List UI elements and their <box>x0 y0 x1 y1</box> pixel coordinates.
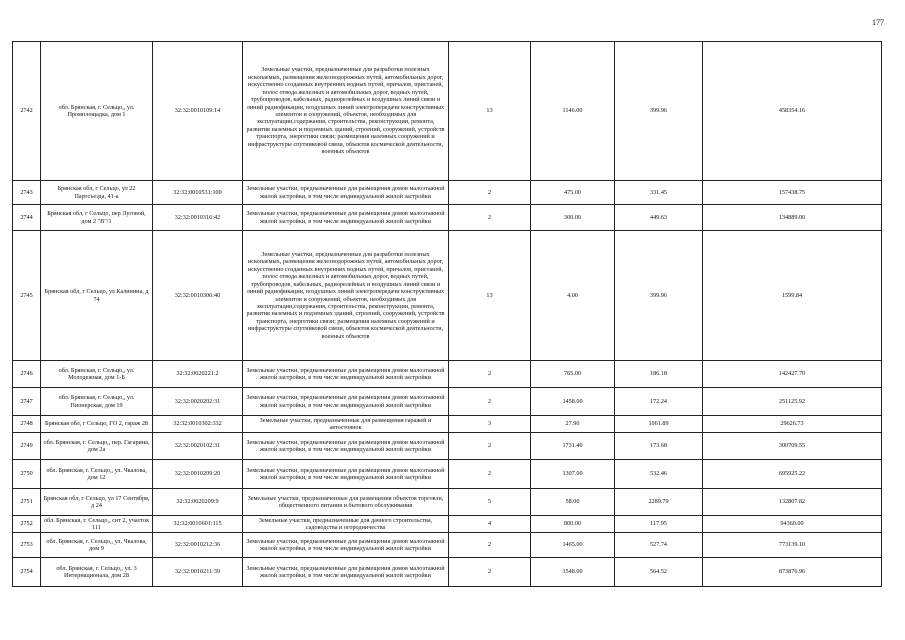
use-group-cell: 2 <box>449 388 531 416</box>
use-group-cell: 4 <box>449 516 531 533</box>
area-cell: 1465.00 <box>531 533 615 558</box>
row-number: 2742 <box>13 42 41 181</box>
cadastral-number-cell: 32:32:0010212:36 <box>153 533 243 558</box>
land-use-cell: Земельные участки, предназначенные для размещения домов малоэтажной жилой застройки, в том числе индивидуальной жилой застройки <box>243 181 449 205</box>
cadastral-value-cell: 773139.10 <box>703 533 882 558</box>
table-row <box>13 205 882 231</box>
land-use-cell: Земельные участки, предназначенные для размещения домов малоэтажной жилой застройки, в том числе индивидуальной жилой застройки <box>243 558 449 587</box>
address-cell: Брянская обл, г Сельцо, ул Калинина, д 74 <box>41 231 153 361</box>
row-number: 2744 <box>13 205 41 231</box>
cadastral-value-cell: 251125.92 <box>703 388 882 416</box>
area-cell: 27.90 <box>531 416 615 433</box>
address-cell: обл. Брянская, г. Сельцо,, ул. Молодежная, дом 1-Б <box>41 361 153 388</box>
cadastral-number-cell: 32:32:0020102:31 <box>153 433 243 460</box>
table-row <box>13 516 882 533</box>
row-number: 2750 <box>13 460 41 489</box>
table-row <box>13 181 882 205</box>
row-number: 2749 <box>13 433 41 460</box>
cadastral-value-cell: 134889.00 <box>703 205 882 231</box>
cadastral-number-cell: 32:32:0020209:9 <box>153 489 243 516</box>
cadastral-value-cell: 1599.84 <box>703 231 882 361</box>
table-row <box>13 433 882 460</box>
page-number: 177 <box>872 18 884 27</box>
row-number: 2743 <box>13 181 41 205</box>
cadastral-value-cell: 458354.16 <box>703 42 882 181</box>
specific-value-cell: 172.24 <box>615 388 703 416</box>
specific-value-cell: 399.96 <box>615 42 703 181</box>
specific-value-cell: 527.74 <box>615 533 703 558</box>
area-cell: 300.00 <box>531 205 615 231</box>
cadastral-number-cell: 32:32:0010531:100 <box>153 181 243 205</box>
use-group-cell: 2 <box>449 533 531 558</box>
area-cell: 800.00 <box>531 516 615 533</box>
cadastral-number-cell: 32:32:0010316:42 <box>153 205 243 231</box>
area-cell: 475.00 <box>531 181 615 205</box>
specific-value-cell: 173.68 <box>615 433 703 460</box>
cadastral-number-cell: 32:32:0010211:39 <box>153 558 243 587</box>
cadastral-value-cell: 29626.73 <box>703 416 882 433</box>
specific-value-cell: 1061.89 <box>615 416 703 433</box>
area-cell: 58.00 <box>531 489 615 516</box>
use-group-cell: 3 <box>449 416 531 433</box>
area-cell: 765.00 <box>531 361 615 388</box>
cadastral-number-cell: 32:32:0010601:115 <box>153 516 243 533</box>
use-group-cell: 2 <box>449 181 531 205</box>
row-number: 2745 <box>13 231 41 361</box>
row-number: 2747 <box>13 388 41 416</box>
specific-value-cell: 186.18 <box>615 361 703 388</box>
land-use-cell: Земельные участки, предназначенные для разработки полезных ископаемых, размещения железнодорожных путей, автомобильных дорог, искусственно созданных внутренних водных путей, причалов, пристаней, полос отвода железных и автомобильных дорог, водных путей, трубопроводов, кабельных, радиорелейных и воздушных линий связи и линий радиофикации, воздушных линий электропередачи конструктивных элементов и сооружений, объектов, необходимых для эксплуатации,содержания, строительства, реконструкции, ремонта, развития наземных и подземных зданий, строений, сооружений, устройств транспорта, энергетики связи; размещения наземных сооружений и инфраструктуры спутниковой связи, объектов космической деятельности, военных объектов <box>243 42 449 181</box>
area-cell: 1458.00 <box>531 388 615 416</box>
address-cell: Брянская обл, г Сельцо, ГО 2, гараж 28 <box>41 416 153 433</box>
table-body <box>13 42 882 587</box>
cadastral-value-cell: 873876.96 <box>703 558 882 587</box>
land-use-cell: Земельные участки, предназначенные для размещения домов малоэтажной жилой застройки, в том числе индивидуальной жилой застройки <box>243 205 449 231</box>
row-number: 2746 <box>13 361 41 388</box>
area-cell: 1548.00 <box>531 558 615 587</box>
table-row <box>13 489 882 516</box>
cadastral-number-cell: 32:32:0010302:332 <box>153 416 243 433</box>
address-cell: обл. Брянская, г. Сельцо,, пер. Гагарина, дом 2а <box>41 433 153 460</box>
cadastral-value-cell: 142427.70 <box>703 361 882 388</box>
land-use-cell: Земельные участки, предназначенные для размещения домов малоэтажной жилой застройки, в том числе индивидуальной жилой застройки <box>243 533 449 558</box>
specific-value-cell: 532.46 <box>615 460 703 489</box>
table-row <box>13 460 882 489</box>
table-row <box>13 361 882 388</box>
row-number: 2754 <box>13 558 41 587</box>
address-cell: обл. Брянская, г. Сельцо,, ул. Чкалова, дом 12 <box>41 460 153 489</box>
use-group-cell: 2 <box>449 361 531 388</box>
land-register-table <box>12 41 882 587</box>
specific-value-cell: 117.95 <box>615 516 703 533</box>
land-use-cell: Земельные участки, предназначенные для дачного строительства, садоводства и огородничества <box>243 516 449 533</box>
address-cell: обл. Брянская, г. Сельцо,, ул. Чкалова, дом 9 <box>41 533 153 558</box>
specific-value-cell: 399.96 <box>615 231 703 361</box>
cadastral-value-cell: 157438.75 <box>703 181 882 205</box>
use-group-cell: 5 <box>449 489 531 516</box>
table-row <box>13 558 882 587</box>
table-row <box>13 231 882 361</box>
land-use-cell: Земельные участки, предназначенные для размещения домов малоэтажной жилой застройки, в том числе индивидуальной жилой застройки <box>243 361 449 388</box>
area-cell: 1146.00 <box>531 42 615 181</box>
cadastral-value-cell: 695925.22 <box>703 460 882 489</box>
row-number: 2752 <box>13 516 41 533</box>
table-row <box>13 388 882 416</box>
address-cell: обл. Брянская, г. Сельцо,, ул. Пионерская, дом 19 <box>41 388 153 416</box>
cadastral-value-cell: 94360.00 <box>703 516 882 533</box>
cadastral-number-cell: 32:32:0020202:31 <box>153 388 243 416</box>
table-row <box>13 42 882 181</box>
address-cell: Брянская обл, г Сельцо, ул 22 Партсъезда, 41-а <box>41 181 153 205</box>
address-cell: обл. Брянская, г. Сельцо,, ул. 3 Интернационала, дом 28 <box>41 558 153 587</box>
land-use-cell: Земельные участки, предназначенные для размещения домов малоэтажной жилой застройки, в том числе индивидуальной жилой застройки <box>243 460 449 489</box>
cadastral-value-cell: 300709.55 <box>703 433 882 460</box>
area-cell: 4.00 <box>531 231 615 361</box>
use-group-cell: 2 <box>449 460 531 489</box>
specific-value-cell: 449.63 <box>615 205 703 231</box>
table-row <box>13 533 882 558</box>
cadastral-number-cell: 32:32:0010306:40 <box>153 231 243 361</box>
land-use-cell: Земельные участки, предназначенные для размещения домов малоэтажной жилой застройки, в том числе индивидуальной жилой застройки <box>243 388 449 416</box>
cadastral-value-cell: 132807.82 <box>703 489 882 516</box>
address-cell: обл. Брянская, г. Сельцо,, ул. Промплощадка, дом 1 <box>41 42 153 181</box>
land-use-cell: Земельные участки, предназначенные для размещения гаражей и автостоянок <box>243 416 449 433</box>
use-group-cell: 13 <box>449 231 531 361</box>
land-use-cell: Земельные участки, предназначенные для размещения домов малоэтажной жилой застройки, в том числе индивидуальной жилой застройки <box>243 433 449 460</box>
address-cell: Брянская обл, г Сельцо, пер Луговой, дом 2 "В"/1 <box>41 205 153 231</box>
row-number: 2753 <box>13 533 41 558</box>
row-number: 2751 <box>13 489 41 516</box>
land-use-cell: Земельные участки, предназначенные для размещения объектов торговли, общественного питания и бытового обслуживания <box>243 489 449 516</box>
land-use-cell: Земельные участки, предназначенные для разработки полезных ископаемых, размещения железнодорожных путей, автомобильных дорог, искусственно созданных внутренних водных путей, причалов, пристаней, полос отвода железных и автомобильных дорог, водных путей, трубопроводов, кабельных, радиорелейных и воздушных линий связи и линий радиофикации, воздушных линий электропередачи конструктивных элементов и сооружений, объектов, необходимых для эксплуатации,содержания, строительства, реконструкции, ремонта, развития наземных и подземных зданий, строений, сооружений, устройств транспорта, энергетики связи; размещения наземных сооружений и инфраструктуры спутниковой связи, объектов космической деятельности, военных объектов <box>243 231 449 361</box>
row-number: 2748 <box>13 416 41 433</box>
cadastral-number-cell: 32:32:0020221:2 <box>153 361 243 388</box>
use-group-cell: 13 <box>449 42 531 181</box>
use-group-cell: 2 <box>449 205 531 231</box>
address-cell: обл. Брянская, г. Сельцо,, снт 2, участок 111 <box>41 516 153 533</box>
specific-value-cell: 331.45 <box>615 181 703 205</box>
use-group-cell: 2 <box>449 433 531 460</box>
cadastral-number-cell: 32:32:0010209:20 <box>153 460 243 489</box>
specific-value-cell: 2289.79 <box>615 489 703 516</box>
address-cell: Брянская обл, г Сельцо, ул 17 Сентября, д 24 <box>41 489 153 516</box>
specific-value-cell: 564.52 <box>615 558 703 587</box>
area-cell: 1307.00 <box>531 460 615 489</box>
use-group-cell: 2 <box>449 558 531 587</box>
cadastral-number-cell: 32:32:0010109:14 <box>153 42 243 181</box>
area-cell: 1731.40 <box>531 433 615 460</box>
table-row <box>13 416 882 433</box>
